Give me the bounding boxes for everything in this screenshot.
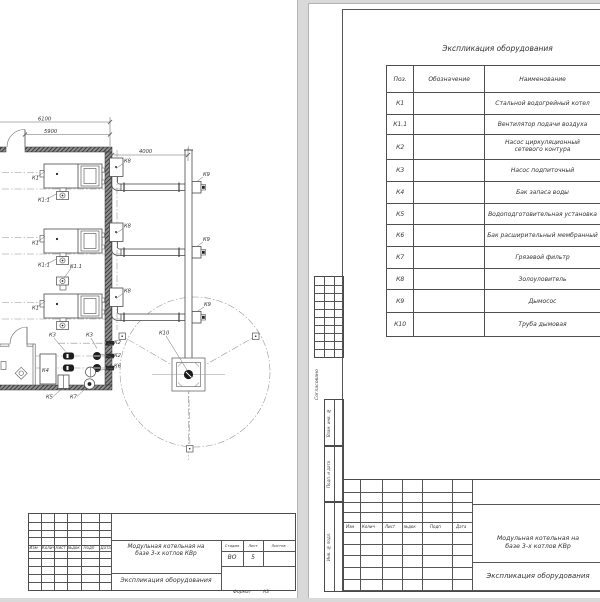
cell-pos: К7: [387, 247, 414, 269]
stage-label: Стадия: [222, 543, 243, 548]
cell-name: Вентилятор подачи воздуха: [485, 115, 600, 135]
table-row: [387, 204, 600, 225]
cell-designation: [414, 115, 485, 135]
rev-col-list: Лист: [385, 524, 395, 529]
fan-boiler-3: [57, 277, 69, 290]
pump-room-equipment: [40, 341, 114, 389]
cell-pos: К3: [387, 160, 414, 182]
label-k1-1: К1.1: [70, 264, 82, 270]
label-k3: К3: [49, 333, 56, 339]
cell-designation: [414, 93, 485, 115]
label-k10: К10: [159, 331, 170, 337]
rev-col-data: Дата: [101, 545, 111, 550]
cell-designation: [414, 290, 485, 313]
label-k2: К2: [114, 353, 121, 359]
approved-label: Согласовано: [315, 356, 320, 414]
label-k9: К9: [203, 237, 210, 243]
margin-cell-sign-date: Подп. и дата: [324, 445, 344, 503]
rev-col-podp: Подп: [84, 545, 95, 550]
cell-pos: К1: [387, 93, 414, 115]
boiler-unit-3: [40, 288, 206, 330]
approval-grid: [314, 276, 344, 358]
label-k4: К4: [42, 368, 49, 374]
dim-width-top: 6100: [38, 116, 52, 122]
cell-designation: [414, 225, 485, 247]
dim-flue-offset: 4000: [139, 149, 153, 155]
cell-designation: [414, 160, 485, 182]
table-row: [387, 290, 600, 313]
rev-col-izm: Изм: [30, 545, 38, 550]
cell-designation: [414, 204, 485, 225]
vestibule-partition: [0, 327, 35, 385]
sheet-value: 5: [244, 554, 263, 561]
rev-col-izm: Изм: [346, 524, 354, 529]
margin-cell-replacement: Взам. инв. №: [324, 399, 344, 447]
cell-pos: К9: [387, 290, 414, 313]
label-k8: К8: [124, 159, 132, 165]
left-title-block: [28, 513, 296, 591]
label-k8: К8: [124, 289, 132, 295]
boiler-unit-1: [40, 158, 206, 200]
table-row: [387, 182, 600, 204]
label-k1: К1: [32, 241, 39, 247]
cell-designation: [414, 269, 485, 290]
cell-name: Насос подпиточный: [485, 160, 600, 182]
cell-designation: [414, 247, 485, 269]
entrance-door: [7, 129, 25, 147]
label-k8: К8: [124, 224, 132, 230]
chimney-foundation: [152, 358, 225, 391]
rev-col-kolich: Колич: [362, 524, 375, 529]
right-title-block: [343, 479, 600, 592]
cell-name: Насос циркуляционный сетевого контура: [485, 135, 600, 160]
rev-col-podp: Подп: [430, 524, 441, 529]
table-row: [387, 247, 600, 269]
label-k5: К5: [46, 395, 54, 401]
plan-drawing: [0, 0, 297, 598]
cell-pos: К1.1: [387, 115, 414, 135]
cell-name: Бак запаса воды: [485, 182, 600, 204]
cell-pos: К8: [387, 269, 414, 290]
cell-designation: [414, 135, 485, 160]
flue-collector: [184, 150, 193, 374]
label-k6: К6: [114, 364, 122, 370]
rev-col-data: Дата: [456, 524, 466, 529]
label-k1: К1: [32, 176, 39, 182]
cell-name: Стальной водогрейный котел: [485, 93, 600, 115]
cell-name: Дымосос: [485, 290, 600, 313]
table-row: [387, 269, 600, 290]
left-sheet: [0, 0, 298, 598]
stage-value: ВО: [222, 554, 243, 561]
equipment-table: [386, 65, 600, 337]
label-k7: К7: [70, 395, 78, 401]
margin-cell-inventory: Инв. № подл.: [324, 501, 344, 592]
cell-name: Бак расширительный мембранный: [485, 225, 600, 247]
cell-pos: К4: [387, 182, 414, 204]
dim-width-inner: 5900: [44, 129, 58, 135]
dimension-lines: [0, 117, 190, 161]
table-title: Экспликация оборудования: [386, 44, 600, 53]
cell-pos: К10: [387, 313, 414, 337]
table-row: [387, 115, 600, 135]
cell-designation: [414, 313, 485, 337]
cell-pos: К5: [387, 204, 414, 225]
frame-line: [342, 9, 600, 10]
sheets-label: Листов: [264, 543, 294, 548]
header-name: Наименование: [485, 66, 600, 93]
project-name: Модульная котельная на базе 3-х котлов КВр: [474, 535, 600, 551]
rev-col-list: Лист: [56, 545, 66, 550]
sheet-label: Лист: [244, 543, 263, 548]
rev-col-ndok: №док: [68, 545, 80, 550]
cell-name: Золоуловитель: [485, 269, 600, 290]
header-pos: Поз.: [387, 66, 414, 93]
cell-name: Труба дымовая: [485, 313, 600, 337]
rev-col-kolich: Колич: [42, 545, 55, 550]
label-k3: К3: [86, 333, 93, 339]
cell-name: Грязевой фильтр: [485, 247, 600, 269]
table-row: [387, 160, 600, 182]
cell-name: Водоподготовительная установка: [485, 204, 600, 225]
label-k9: К9: [203, 172, 210, 178]
cell-pos: К6: [387, 225, 414, 247]
label-k2: К2: [114, 340, 121, 346]
header-designation: Обозначение: [414, 66, 485, 93]
project-name: Модульная котельная на базе 3-х котлов КВр: [113, 544, 220, 558]
table-row: [387, 93, 600, 115]
rev-col-ndok: №док: [404, 524, 416, 529]
boiler-unit-2: [40, 223, 206, 265]
format-label: Формат: [233, 590, 251, 595]
table-row: [387, 135, 600, 160]
label-k1-1: К1.1: [38, 198, 50, 204]
label-k1-1: К1.1: [38, 263, 50, 269]
table-row: [387, 313, 600, 337]
label-k1: К1: [32, 306, 39, 312]
right-sheet: [308, 3, 600, 598]
format-value: А3: [263, 590, 269, 595]
doc-title: Экспликация оборудования: [474, 572, 600, 580]
cell-pos: К2: [387, 135, 414, 160]
table-row: [387, 225, 600, 247]
doc-title: Экспликация оборудования: [113, 577, 220, 584]
label-k9: К9: [204, 302, 211, 308]
table-header-row: [387, 66, 600, 93]
cell-designation: [414, 182, 485, 204]
